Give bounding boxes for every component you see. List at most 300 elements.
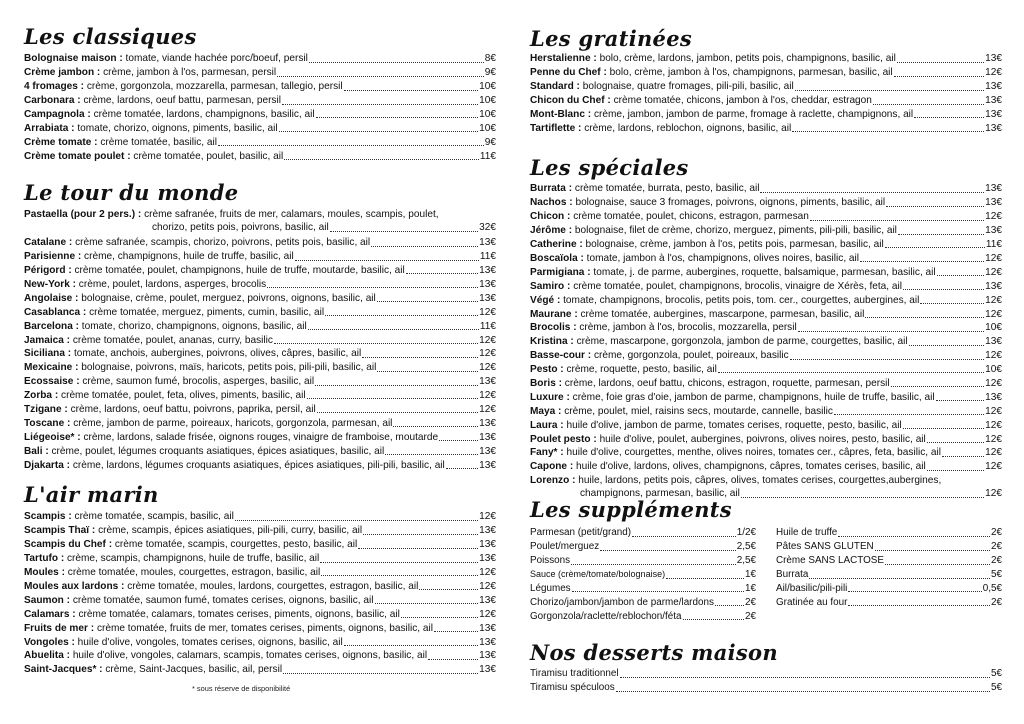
menu-item — [530, 349, 1002, 363]
item-desc: tomate, chorizo, oignons, piments, basilic, ail — [77, 122, 278, 134]
menu-item — [24, 66, 496, 80]
item-name: Herstalienne — [530, 53, 591, 65]
item-price: 13€ — [479, 622, 496, 634]
item-price: 11€ — [479, 150, 496, 162]
supplement-item — [530, 568, 756, 582]
menu-item — [24, 52, 496, 66]
item-separator: : — [91, 136, 101, 148]
item-name: New-York — [24, 278, 70, 290]
item-separator: : — [584, 350, 594, 362]
item-name: Saint-Jacques* — [24, 664, 97, 676]
supplement-item — [776, 554, 1002, 568]
item-price: 10€ — [985, 364, 1002, 376]
item-name: Jérôme — [530, 225, 566, 237]
item-desc: huile d'olive, vongoles, tomates cerises, oignons, basilic, ail — [77, 636, 343, 648]
item-price: 12€ — [985, 350, 1002, 362]
item-price: 12€ — [985, 377, 1002, 389]
leader-dots — [321, 575, 478, 576]
supplement-item — [530, 554, 756, 568]
leader-dots — [371, 246, 478, 247]
item-name: Chicon — [530, 211, 565, 223]
item-name: Végé — [530, 294, 555, 306]
menu-item — [530, 418, 1002, 432]
leader-dots — [809, 578, 990, 579]
leader-dots — [295, 260, 479, 261]
item-desc: crème, saumon fumé, brocolis, asperges, basilic, ail — [82, 376, 315, 388]
item-separator: : — [74, 95, 84, 107]
item-price: 10€ — [479, 122, 496, 134]
item-price: 13€ — [479, 292, 496, 304]
item-desc: tomate, j. de parme, aubergines, roquette, balsamique, parmesan, basilic, ail — [593, 266, 936, 278]
leader-dots — [683, 619, 745, 620]
item-name: Moules — [24, 567, 59, 579]
leader-dots — [401, 617, 478, 618]
supplement-price: 2€ — [991, 555, 1002, 567]
item-price: 13€ — [985, 95, 1002, 107]
item-name: Ecossaise — [24, 376, 74, 388]
item-name: Boris — [530, 377, 556, 389]
menu-item — [24, 635, 496, 649]
menu-item — [24, 94, 496, 108]
item-separator: : — [69, 278, 79, 290]
item-name: Catherine — [530, 239, 577, 251]
leader-dots — [307, 398, 479, 399]
item-name: Laura — [530, 419, 558, 431]
leader-dots — [632, 536, 736, 537]
supplements-right — [776, 526, 1002, 609]
item-separator: : — [564, 211, 574, 223]
item-separator: : — [73, 376, 83, 388]
item-price: 9€ — [484, 67, 496, 79]
item-desc: crème, jambon, jambon de parme, fromage à raclette, champignons, ail — [593, 109, 914, 121]
supplement-item — [530, 540, 756, 554]
item-separator: : — [567, 461, 576, 473]
item-name: Zorba — [24, 390, 53, 402]
menu-item — [24, 663, 496, 677]
item-desc: crème tomatée, poulet, feta, olives, piments, basilic, ail — [61, 390, 306, 402]
item-name: Boscaïola — [530, 252, 578, 264]
leader-dots — [616, 691, 990, 692]
item-price: 12€ — [985, 433, 1002, 445]
item-desc: crème tomatée, calamars, tomates cerises, piments, oignons, basilic, ail — [78, 608, 400, 620]
item-desc: crème, lardons, reblochon, oignons, basilic, ail — [584, 122, 792, 134]
supplement-price: 2€ — [745, 610, 756, 622]
item-desc: crème, lardons, oeuf battu, chicons, estragon, roquette, parmesan, persil — [564, 377, 890, 389]
item-separator: : — [590, 433, 600, 445]
leader-dots — [571, 564, 736, 565]
item-separator: : — [74, 431, 84, 443]
item-name: Pesto — [530, 364, 558, 376]
item-desc: crème tomatée, saumon fumé, tomates cerises, oignons, basilic, ail — [72, 594, 374, 606]
item-name: Penne du Chef — [530, 67, 601, 79]
menu-item — [24, 458, 496, 472]
item-separator: : — [80, 306, 90, 318]
item-desc: huile d'olive, lardons, olives, champignons, câpres, tomates cerises, basilic, ail — [576, 461, 926, 473]
item-separator: : — [575, 122, 585, 134]
item-price: 12€ — [479, 348, 496, 360]
supplement-label: Légumes — [530, 583, 571, 595]
item-name: Bolognaise maison — [24, 53, 117, 65]
item-price: 13€ — [479, 376, 496, 388]
leader-dots — [903, 428, 984, 429]
item-name: Bali — [24, 445, 43, 457]
item-desc: crème, lardons, salade frisée, oignons rouges, vinaigre de framboise, moutarde — [83, 431, 439, 443]
item-desc: crème, Saint-Jacques, basilic, ail, persil — [105, 664, 283, 676]
leader-dots — [927, 442, 984, 443]
leader-dots — [715, 605, 744, 606]
leader-dots — [792, 131, 984, 132]
list-tour-du-monde-items — [24, 236, 496, 472]
leader-dots — [865, 317, 984, 318]
item-desc: crème tomatée, moules, courgettes, estragon, basilic, ail — [67, 567, 321, 579]
item-price: 12€ — [985, 211, 1002, 223]
item-separator: : — [58, 553, 67, 565]
item-desc: crème, lardons, oeuf battu, poivrons, paprika, persil, ail — [70, 403, 316, 415]
item-separator: : — [118, 580, 128, 592]
item-separator: : — [116, 53, 126, 65]
leader-dots — [936, 400, 985, 401]
item-desc: bolognaise, crème, poulet, merguez, poivrons, oignons, basilic, ail — [81, 292, 376, 304]
menu-item — [530, 390, 1002, 404]
list-speciales-items — [530, 182, 1002, 474]
item-name: Angolaise — [24, 292, 73, 304]
item-price: 12€ — [985, 308, 1002, 320]
item-name: Saumon — [24, 594, 64, 606]
item-price: 12€ — [479, 334, 496, 346]
menu-item — [24, 430, 496, 444]
item-separator: : — [563, 391, 573, 403]
item-desc: bolo, crème, lardons, jambon, petits pois, champignons, basilic, ail — [599, 53, 896, 65]
leader-dots — [446, 468, 478, 469]
supplement-label: Parmesan (petit/grand) — [530, 527, 631, 539]
item-desc: bolognaise, sauce 3 fromages, poivrons, oignons, piments, basilic, ail — [575, 197, 886, 209]
item-separator: : — [72, 292, 82, 304]
leader-dots — [848, 591, 981, 592]
section-title-speciales: Les spéciales — [530, 155, 689, 180]
leader-dots — [309, 62, 484, 63]
item-name: Tartufo — [24, 553, 59, 565]
item-name: Lorenzo — [530, 474, 570, 486]
menu-item — [530, 251, 1002, 265]
item-name: Campagnola — [24, 109, 85, 121]
item-desc: crème, roquette, pesto, basilic, ail — [566, 364, 717, 376]
leader-dots — [760, 192, 984, 193]
item-separator: : — [42, 445, 52, 457]
item-name: Samiro — [530, 280, 565, 292]
section-title-desserts: Nos desserts maison — [530, 640, 778, 665]
leader-dots — [317, 412, 478, 413]
leader-dots — [315, 385, 478, 386]
item-desc: crème tomatée, chicons, jambon à l'os, cheddar, estragon — [613, 95, 872, 107]
leader-dots — [218, 145, 484, 146]
item-desc: crème tomatée, poulet, chicons, estragon, parmesan — [573, 211, 809, 223]
menu-item — [530, 66, 1002, 80]
item-price: 12€ — [479, 362, 496, 374]
leader-dots — [439, 440, 478, 441]
item-price: 13€ — [985, 336, 1002, 348]
menu-item — [24, 402, 496, 416]
menu-item — [24, 121, 496, 135]
item-separator: : — [64, 348, 74, 360]
leader-dots — [886, 206, 984, 207]
leader-dots — [885, 564, 990, 565]
leader-dots — [898, 234, 984, 235]
item-name: Arrabiata — [24, 122, 69, 134]
list-classiques — [24, 52, 496, 163]
supplement-price: 2€ — [991, 596, 1002, 608]
leader-dots — [428, 659, 478, 660]
leader-dots — [891, 386, 985, 387]
item-separator: : — [600, 67, 610, 79]
item-separator: : — [565, 225, 575, 237]
supplement-price: 0,5€ — [982, 583, 1002, 595]
item-separator: : — [63, 650, 73, 662]
supplement-price: 2€ — [745, 596, 756, 608]
item-separator: : — [94, 67, 104, 79]
item-separator: : — [564, 280, 574, 292]
item-desc: crème, poulet, miel, raisins secs, moutarde, cannelle, basilic — [564, 405, 833, 417]
menu-item — [24, 375, 496, 389]
item-desc-continued: champignons, parmesan, basilic, ail — [580, 488, 740, 500]
item-name: Scampis Thaï — [24, 525, 90, 537]
item-price: 13€ — [479, 417, 496, 429]
item-name: Brocolis — [530, 322, 571, 334]
item-name: Crème tomate poulet — [24, 150, 125, 162]
leader-dots — [375, 603, 479, 604]
item-price: 32€ — [479, 222, 496, 234]
item-desc: tomate, viande hachée porc/boeuf, persil — [125, 53, 308, 65]
item-price: 12€ — [985, 252, 1002, 264]
leader-dots — [358, 548, 478, 549]
menu-item — [530, 224, 1002, 238]
menu-item — [530, 432, 1002, 446]
item-price: 11€ — [479, 251, 496, 263]
availability-note: * sous réserve de disponibilité — [192, 684, 291, 693]
supplement-item — [530, 582, 756, 596]
item-name: Liégeoise* — [24, 431, 75, 443]
item-desc: crème, mascarpone, gorgonzola, jambon de parme, courgettes, basilic, ail — [576, 336, 908, 348]
leader-dots — [927, 470, 984, 471]
item-price: 10€ — [985, 322, 1002, 334]
item-desc: crème tomatée, basilic, ail — [100, 136, 217, 148]
item-separator: : — [72, 362, 82, 374]
leader-dots — [834, 414, 984, 415]
list-air-marin — [24, 510, 496, 677]
supplement-label: Sauce (crème/tomate/bolognaise) — [530, 569, 666, 580]
leader-dots — [393, 426, 478, 427]
menu-item — [530, 376, 1002, 390]
supplement-price: 5€ — [991, 668, 1002, 680]
item-price: 12€ — [479, 567, 496, 579]
item-name: Basse-cour — [530, 350, 585, 362]
menu-item — [24, 250, 496, 264]
item-desc: crème tomatée, moules, lardons, courgettes, estragon, basilic, ail — [127, 580, 419, 592]
menu-item — [24, 333, 496, 347]
item-separator: : — [584, 266, 594, 278]
menu-item — [24, 80, 496, 94]
item-price: 12€ — [985, 67, 1002, 79]
item-price: 13€ — [479, 431, 496, 443]
menu-item — [530, 238, 1002, 252]
item-price: 13€ — [479, 636, 496, 648]
menu-item — [530, 121, 1002, 135]
supplement-item — [776, 526, 1002, 540]
item-price: 11€ — [479, 320, 496, 332]
item-name: Toscane — [24, 417, 65, 429]
item-separator: : — [63, 334, 73, 346]
item-desc: tomate, chorizo, champignons, oignons, basilic, ail — [81, 320, 307, 332]
item-price: 13€ — [985, 122, 1002, 134]
item-desc: crème tomatée, scampis, courgettes, pesto, basilic, ail — [114, 539, 358, 551]
item-separator: : — [566, 197, 576, 209]
item-name: Scampis du Chef — [24, 539, 106, 551]
item-separator: : — [555, 377, 565, 389]
leader-dots — [267, 287, 478, 288]
menu-item — [530, 108, 1002, 122]
item-desc: crème, champignons, huile de truffe, basilic, ail — [84, 251, 294, 263]
leader-dots — [666, 578, 744, 579]
supplement-item — [776, 568, 1002, 582]
item-separator: : — [576, 239, 586, 251]
item-price: 12€ — [985, 419, 1002, 431]
item-desc-continued: chorizo, petits pois, poivrons, basilic, ail — [152, 222, 329, 234]
item-price: 12€ — [479, 403, 496, 415]
item-price: 12€ — [479, 390, 496, 402]
supplement-price: 1€ — [745, 569, 756, 581]
leader-dots — [377, 301, 478, 302]
item-name: Maya — [530, 405, 556, 417]
menu-item — [530, 446, 1002, 460]
item-separator: : — [77, 81, 87, 93]
leader-dots — [838, 536, 990, 537]
item-name: Pastaella (pour 2 pers.) — [24, 209, 136, 220]
list-speciales — [530, 182, 1002, 502]
item-price: 12€ — [985, 488, 1002, 500]
item-name: Tzigane — [24, 403, 62, 415]
supplement-price: 1/2€ — [736, 527, 756, 539]
menu-item — [24, 361, 496, 375]
leader-dots — [344, 90, 478, 91]
item-name: Standard — [530, 81, 574, 93]
item-price: 10€ — [479, 109, 496, 121]
item-price: 13€ — [985, 53, 1002, 65]
leader-dots — [330, 231, 478, 232]
item-desc: tomate, jambon à l'os, champignons, olives noires, basilic, ail — [586, 252, 860, 264]
item-desc: crème safranée, scampis, chorizo, poivrons, petits pois, basilic, ail — [75, 237, 371, 249]
item-name: Luxure — [530, 391, 564, 403]
list-tour-du-monde — [24, 208, 496, 472]
item-desc: crème tomatée, scampis, basilic, ail — [74, 511, 234, 523]
supplement-price: 2€ — [991, 527, 1002, 539]
item-separator: : — [557, 419, 567, 431]
menu-item — [24, 108, 496, 122]
supplement-label: Burrata — [776, 569, 809, 581]
item-price: 10€ — [479, 81, 496, 93]
item-name: Maurane — [530, 308, 572, 320]
menu-item — [530, 265, 1002, 279]
item-price: 13€ — [479, 278, 496, 290]
leader-dots — [277, 76, 484, 77]
section-title-air-marin: L'air marin — [24, 482, 159, 507]
menu-item — [24, 389, 496, 403]
item-price: 8€ — [484, 53, 496, 65]
item-name: Chicon du Chef — [530, 95, 605, 107]
leader-dots — [235, 520, 478, 521]
item-desc: crème tomatée, aubergines, mascarpone, parmesan, basilic, ail — [580, 308, 865, 320]
supplement-price: 5€ — [991, 682, 1002, 694]
item-separator: : — [584, 109, 594, 121]
menu-item — [530, 335, 1002, 349]
leader-dots — [741, 497, 984, 498]
menu-item-pastaella: Pastaella (pour 2 pers.) : crème safranée, fruits de mer, calamars, moules, scampis, poulet, chorizo, petits pois, poivrons, basilic, ail 32€ — [24, 209, 496, 234]
leader-dots — [873, 104, 984, 105]
list-gratinees — [530, 52, 1002, 135]
supplement-price: 1€ — [745, 583, 756, 595]
leader-dots — [283, 673, 478, 674]
menu-item — [530, 293, 1002, 307]
item-desc: crème tomatée, poulet, basilic, ail — [133, 150, 284, 162]
item-desc: tomate, champignons, brocolis, petits pois, tom. cer., courgettes, aubergines, ail — [563, 294, 920, 306]
menu-item — [530, 460, 1002, 474]
item-price: 13€ — [479, 539, 496, 551]
menu-item — [24, 510, 496, 524]
leader-dots — [600, 550, 736, 551]
leader-dots — [848, 605, 990, 606]
list-desserts — [530, 667, 1002, 695]
item-desc: crème, scampis, épices asiatiques, pili-pili, curry, basilic, ail — [98, 525, 363, 537]
leader-dots — [284, 159, 479, 160]
item-price: 13€ — [985, 225, 1002, 237]
item-separator: : — [69, 608, 79, 620]
item-name: Djakarta — [24, 459, 64, 471]
item-desc: crème, jambon à l'os, brocolis, mozzarella, persil — [579, 322, 797, 334]
menu-item — [24, 593, 496, 607]
item-desc: crème, lardons, oeuf battu, parmesan, persil — [83, 95, 281, 107]
item-price: 12€ — [479, 511, 496, 523]
menu-item — [24, 524, 496, 538]
item-price: 13€ — [985, 280, 1002, 292]
item-price: 13€ — [479, 445, 496, 457]
item-desc: huile d'olive, jambon de parme, tomates cerises, roquette, pesto, basilic, ail — [566, 419, 902, 431]
leader-dots — [377, 371, 478, 372]
supplement-label: Poissons — [530, 555, 571, 567]
supplement-item — [530, 595, 756, 609]
menu-item — [24, 444, 496, 458]
menu-item — [24, 135, 496, 149]
supplement-label: Poulet/merguez — [530, 541, 600, 553]
item-name: Barcelona — [24, 320, 73, 332]
supplement-label: Gratinée au four — [776, 596, 848, 608]
item-separator: : — [604, 95, 614, 107]
item-separator: : — [87, 622, 97, 634]
menu-item — [530, 404, 1002, 418]
item-desc: crème, scampis, champignons, huile de truffe, basilic, ail — [67, 553, 320, 565]
leader-dots — [363, 534, 478, 535]
supplement-item — [530, 609, 756, 623]
item-price: 10€ — [479, 95, 496, 107]
item-separator: : — [65, 265, 75, 277]
item-price: 13€ — [479, 237, 496, 249]
menu-item — [24, 566, 496, 580]
item-name: Abuelita — [24, 650, 64, 662]
item-desc: crème safranée, fruits de mer, calamars, moules, scampis, poulet, — [144, 209, 439, 220]
item-desc: bolognaise, crème, jambon à l'os, petits pois, parmesan, basilic, ail — [585, 239, 884, 251]
menu-item — [24, 236, 496, 250]
supplement-label: Huile de truffe — [776, 527, 838, 539]
leader-dots — [897, 62, 984, 63]
item-separator: : — [124, 150, 134, 162]
item-desc: crème tomatée, lardons, champignons, basilic, ail — [93, 109, 315, 121]
